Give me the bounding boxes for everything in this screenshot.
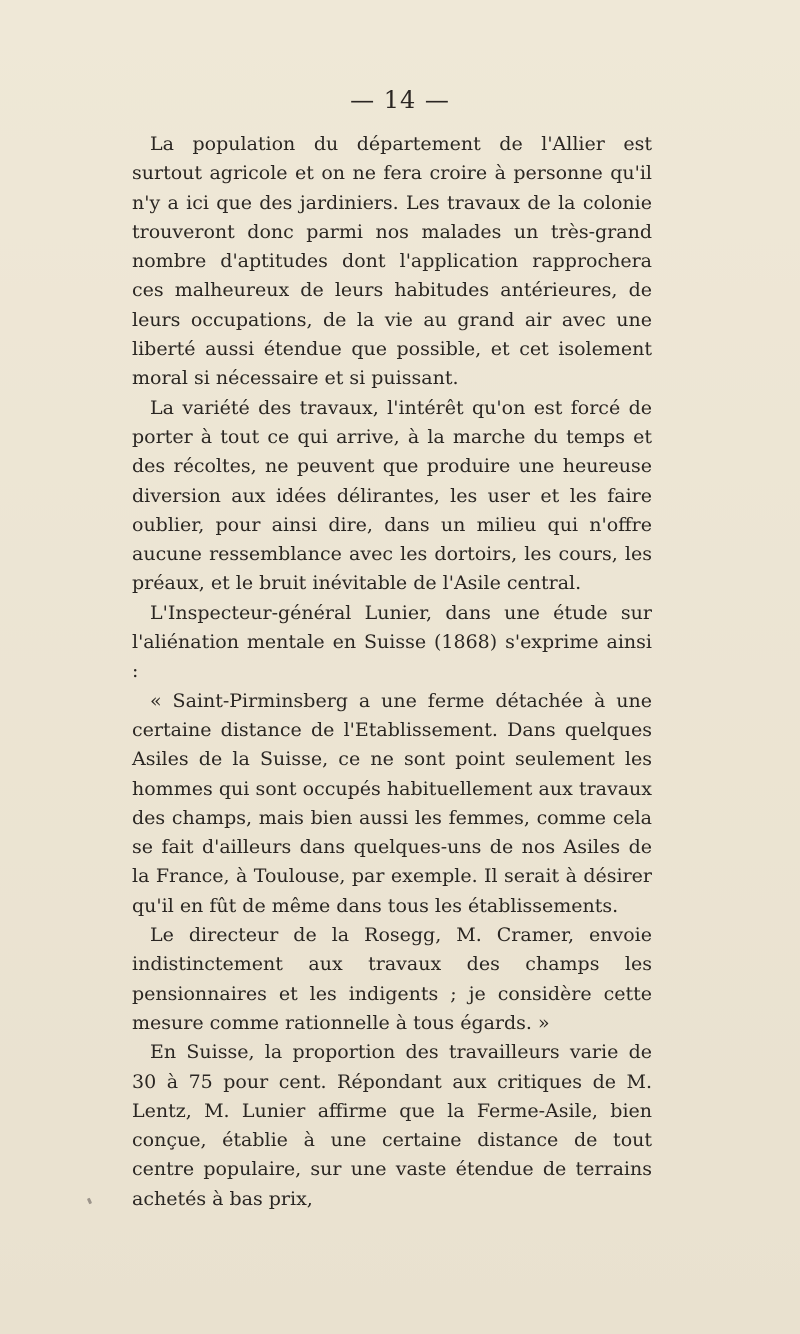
paragraph-1: La population du département de l'Allier est surtout agricole et on ne fera croire à personne qu'il n'y a ici que des jardiniers. Les travaux de la colonie trouveront donc parmi nos malades un très-grand nombre d'aptitudes dont l'application rapprochera ces malheureux de leurs habitudes antérieures, de leurs occupations, de la vie au grand air avec une liberté aussi étendue que possible, et cet isolement moral si nécessaire et si puissant. xyxy=(132,133,652,390)
paragraph-2: La variété des travaux, l'intérêt qu'on est forcé de porter à tout ce qui arrive, à la marche du temps et des récoltes, ne peuvent que produire une heureuse diversion aux idées délirantes, les user et les faire oublier, pour ainsi dire, dans un milieu qui n'offre aucune ressemblance avec les dortoirs, les cours, les préaux, et le bruit inévitable de l'Asile central. xyxy=(132,396,652,595)
body-text xyxy=(132,130,652,1214)
page-number: — 14 — xyxy=(350,86,450,114)
paragraph-5-quote: Le directeur de la Rosegg, M. Cramer, envoie indistinctement aux travaux des champs les pensionnaires et les indigents ; je considère cette mesure comme rationnelle à tous égards. » xyxy=(132,924,652,1034)
paragraph-3: L'Inspecteur-général Lunier, dans une étude sur l'aliénation mentale en Suisse (1868) s'exprime ainsi : xyxy=(132,601,652,683)
paragraph-4-quote: « Saint-Pirminsberg a une ferme détachée à une certaine distance de l'Etablissement. Dans quelques Asiles de la Suisse, ce ne sont point seulement les hommes qui sont occupés habituellement aux travaux des champs, mais bien aussi les femmes, comme cela se fait d'ailleurs dans quelques-uns de nos Asiles de la France, à Toulouse, par exemple. Il serait à désirer qu'il en fût de même dans tous les établissements. xyxy=(132,689,652,917)
paper-speck xyxy=(87,1198,92,1205)
paragraph-6: En Suisse, la proportion des travailleurs varie de 30 à 75 pour cent. Répondant aux critiques de M. Lentz, M. Lunier affirme que la Ferme-Asile, bien conçue, établie à une certaine distance de tout centre populaire, sur une vaste étendue de terrains achetés à bas prix, xyxy=(132,1041,652,1210)
